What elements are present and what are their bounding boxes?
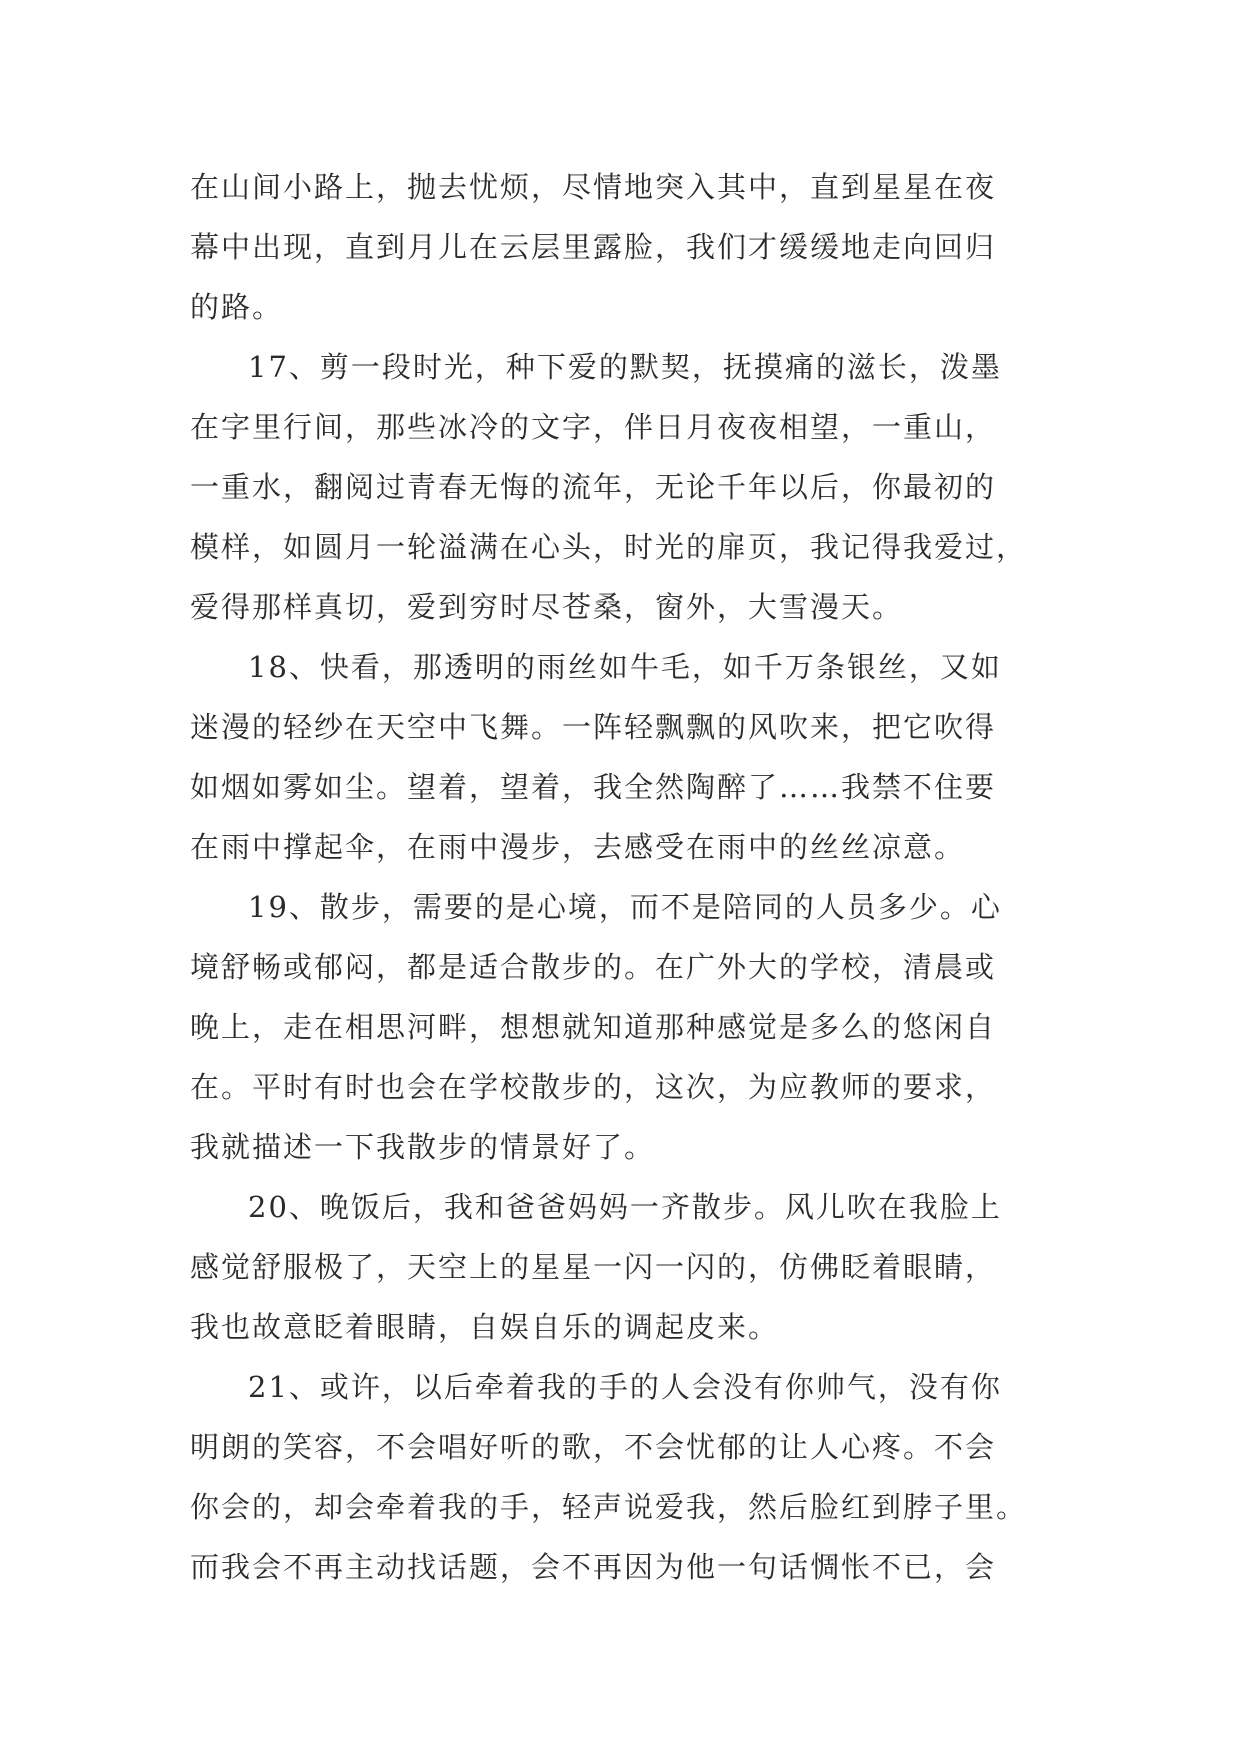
paragraph-21 (190, 1357, 1050, 1597)
text-line: 感觉舒服极了，天空上的星星一闪一闪的，仿佛眨着眼睛， (190, 1250, 997, 1284)
text-line: 迷漫的轻纱在天空中飞舞。一阵轻飘飘的风吹来，把它吹得 (190, 710, 997, 744)
text-line: 的路。 (190, 290, 284, 324)
text-line: 你会的，却会牵着我的手，轻声说爱我，然后脸红到脖子里。 (190, 1490, 1028, 1524)
paragraph-intro (190, 157, 1050, 337)
text-line: 18、快看，那透明的雨丝如牛毛，如千万条银丝，又如 (248, 650, 1002, 684)
text-line: 21、或许，以后牵着我的手的人会没有你帅气，没有你 (248, 1370, 1002, 1404)
text-line: 20、晚饭后，我和爸爸妈妈一齐散步。风儿吹在我脸上 (248, 1190, 1002, 1224)
paragraph-18 (190, 637, 1050, 877)
text-line: 19、散步，需要的是心境，而不是陪同的人员多少。心 (248, 890, 1002, 924)
text-line: 爱得那样真切，爱到穷时尽苍桑，窗外，大雪漫天。 (190, 590, 904, 624)
text-line: 在山间小路上，抛去忧烦，尽情地突入其中，直到星星在夜 (190, 170, 997, 204)
paragraph-17 (190, 337, 1050, 637)
paragraph-20 (190, 1177, 1050, 1357)
text-line: 境舒畅或郁闷，都是适合散步的。在广外大的学校，清晨或 (190, 950, 997, 984)
text-line: 我就描述一下我散步的情景好了。 (190, 1130, 656, 1164)
text-line: 我也故意眨着眼睛，自娱自乐的调起皮来。 (190, 1310, 780, 1344)
text-line: 晚上，走在相思河畔，想想就知道那种感觉是多么的悠闲自 (190, 1010, 997, 1044)
text-line: 而我会不再主动找话题，会不再因为他一句话惆怅不已，会 (190, 1550, 997, 1584)
text-line: 在雨中撑起伞，在雨中漫步，去感受在雨中的丝丝凉意。 (190, 830, 966, 864)
text-line: 明朗的笑容，不会唱好听的歌，不会忧郁的让人心疼。不会 (190, 1430, 997, 1464)
text-line: 一重水，翻阅过青春无悔的流年，无论千年以后，你最初的 (190, 470, 997, 504)
text-line: 在字里行间，那些冰冷的文字，伴日月夜夜相望，一重山， (190, 410, 997, 444)
text-line: 模样，如圆月一轮溢满在心头，时光的扉页，我记得我爱过， (190, 530, 1028, 564)
text-line: 在。平时有时也会在学校散步的，这次，为应教师的要求， (190, 1070, 997, 1104)
text-line: 幕中出现，直到月儿在云层里露脸，我们才缓缓地走向回归 (190, 230, 997, 264)
text-line: 17、剪一段时光，种下爱的默契，抚摸痛的滋长，泼墨 (248, 350, 1002, 384)
text-line: 如烟如雾如尘。望着，望着，我全然陶醉了……我禁不住要 (190, 770, 997, 804)
document-body (190, 157, 1050, 1597)
paragraph-19 (190, 877, 1050, 1177)
